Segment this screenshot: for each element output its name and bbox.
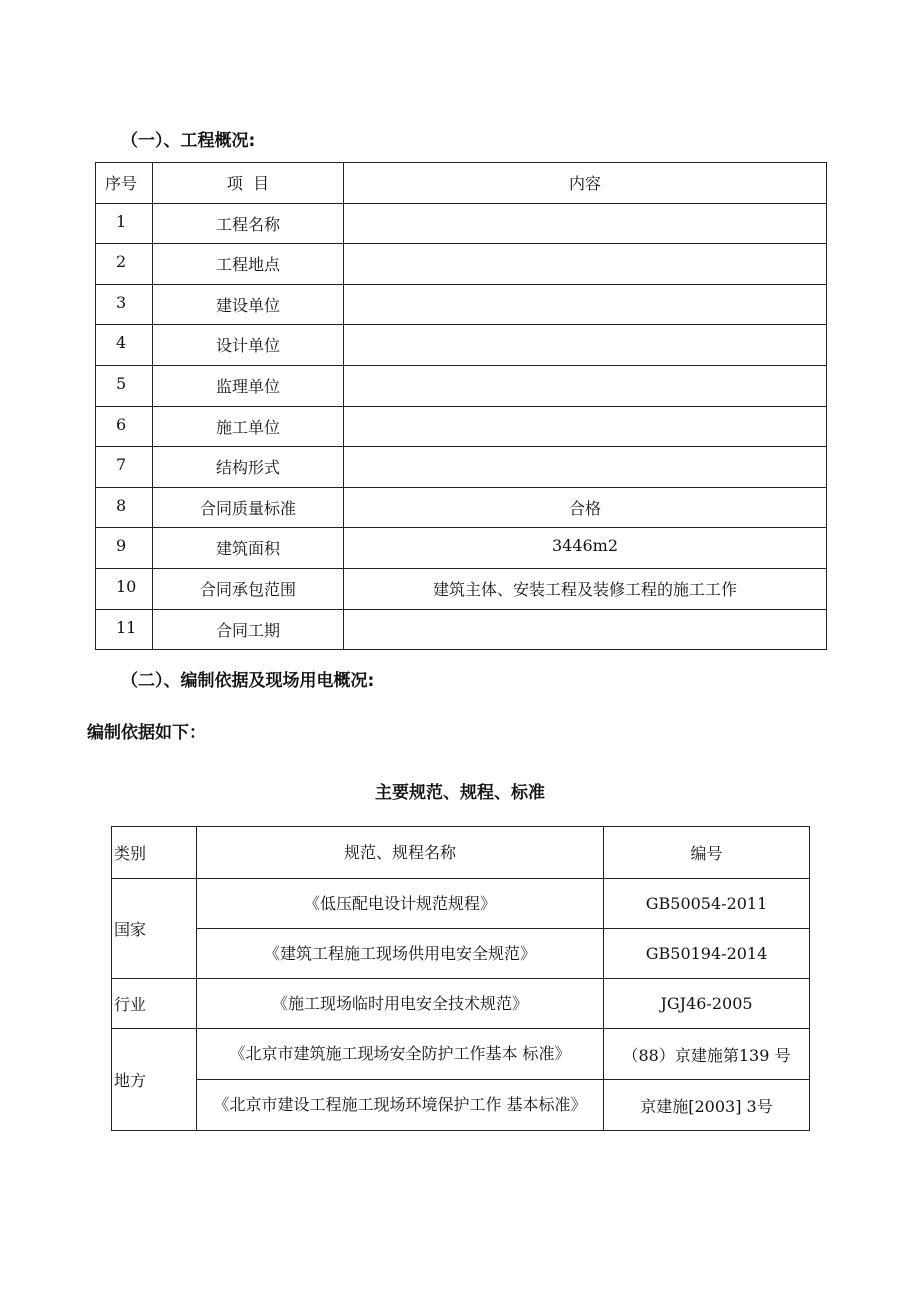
header-category: 类别 [112,827,197,879]
table-row [96,568,827,609]
table-row [96,244,827,285]
table-row [96,365,827,406]
table-header-row [112,827,810,879]
row-item: 工程地点 [153,244,344,285]
standard-code: （88）京建施第139 号 [604,1029,810,1080]
row-content: 建筑主体、安装工程及装修工程的施工工作 [344,568,827,609]
row-content [344,325,827,366]
row-item: 设计单位 [153,325,344,366]
row-no: 8 [96,487,153,528]
standard-name: 《施工现场临时用电安全技术规范》 [197,979,604,1029]
table-row [96,203,827,244]
standards-table [111,826,810,1131]
row-item: 合同承包范围 [153,568,344,609]
row-no: 7 [96,447,153,488]
row-no: 2 [96,244,153,285]
row-no: 1 [96,203,153,244]
row-content [344,447,827,488]
row-no: 9 [96,528,153,569]
category-industry: 行业 [112,979,197,1029]
row-content [344,365,827,406]
row-item: 合同工期 [153,609,344,650]
standard-name: 《低压配电设计规范规程》 [197,879,604,929]
row-content [344,406,827,447]
table-row [112,979,810,1029]
standard-code: 京建施[2003] 3号 [604,1080,810,1131]
section-1-title: （一）、工程概况: [121,131,256,151]
basis-intro: 编制依据如下： [87,723,206,743]
table-row [96,609,827,650]
table-row [112,879,810,929]
header-no: 序号 [96,163,153,204]
standard-code: GB50054-2011 [604,879,810,929]
table-row [96,487,827,528]
row-item: 监理单位 [153,365,344,406]
project-overview-table [95,162,827,650]
table-row [112,929,810,979]
standard-name: 《建筑工程施工现场供用电安全规范》 [197,929,604,979]
row-no: 4 [96,325,153,366]
table-row [112,1029,810,1080]
table-row [96,284,827,325]
header-item: 项 目 [153,163,344,204]
standard-code: GB50194-2014 [604,929,810,979]
standard-name: 《北京市建筑施工现场安全防护工作基本 标准》 [197,1029,604,1080]
table-row [96,447,827,488]
standard-name: 《北京市建设工程施工现场环境保护工作 基本标准》 [197,1080,604,1131]
table-row [96,406,827,447]
row-item: 合同质量标准 [153,487,344,528]
row-item: 建设单位 [153,284,344,325]
category-local: 地方 [112,1029,197,1131]
row-content: 合格 [344,487,827,528]
row-no: 3 [96,284,153,325]
table-header-row [96,163,827,204]
row-no: 11 [96,609,153,650]
row-no: 6 [96,406,153,447]
row-content [344,609,827,650]
table-row [112,1080,810,1131]
row-item: 工程名称 [153,203,344,244]
header-content: 内容 [344,163,827,204]
row-content: 3446m2 [344,528,827,569]
row-item: 建筑面积 [153,528,344,569]
row-no: 5 [96,365,153,406]
row-no: 10 [96,568,153,609]
row-content [344,244,827,285]
section-2-title: （二）、编制依据及现场用电概况: [121,671,375,691]
row-item: 结构形式 [153,447,344,488]
table-row [96,325,827,366]
header-name: 规范、规程名称 [197,827,604,879]
row-content [344,284,827,325]
standards-title: 主要规范、规程、标准 [375,783,545,803]
category-national: 国家 [112,879,197,979]
row-content [344,203,827,244]
header-code: 编号 [604,827,810,879]
standard-code: JGJ46-2005 [604,979,810,1029]
row-item: 施工单位 [153,406,344,447]
table-row [96,528,827,569]
